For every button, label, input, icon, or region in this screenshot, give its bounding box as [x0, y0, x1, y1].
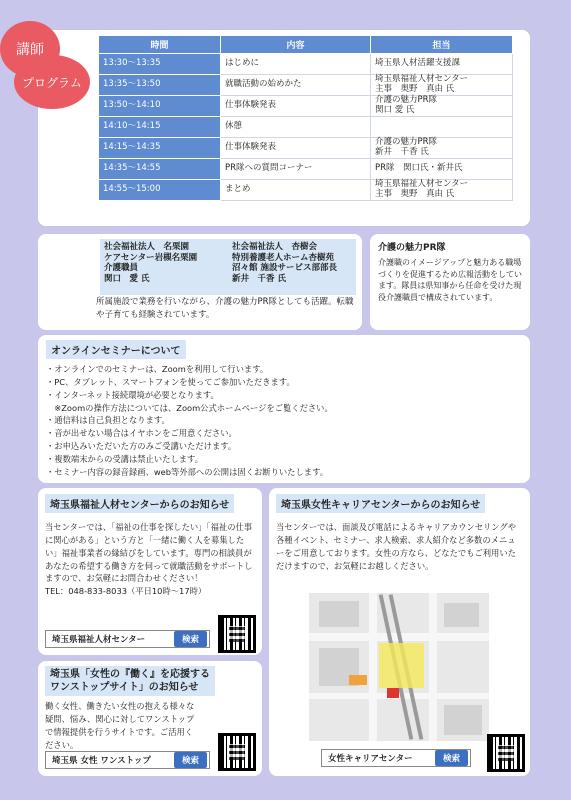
onestop-search[interactable]: [45, 751, 210, 769]
row-time: 13:50～14:10: [99, 96, 221, 117]
online-seminar-list: [46, 363, 522, 479]
schedule-header-row: [99, 36, 513, 54]
row-content: 就職活動の始めかた: [221, 75, 371, 96]
onestop-site-notice: [38, 661, 262, 776]
pr-team-title: 介護の魅力PR隊: [378, 243, 446, 253]
row-time: 14:35～14:55: [99, 159, 221, 180]
list-item: ・PC、タブレット、スマートフォンを使ってご参加いただきます。: [46, 376, 295, 387]
row-time: 14:55～15:00: [99, 180, 221, 201]
list-item: ・通信料は自己負担となります。: [46, 415, 170, 426]
row-time: 13:30～13:35: [99, 54, 221, 75]
row-owner: 介護の魅力PR隊 関口 愛 氏: [371, 96, 513, 117]
row-content: 休憩: [221, 117, 371, 138]
program-badge: プログラム: [14, 55, 90, 109]
online-seminar-title: オンラインセミナーについて: [46, 340, 186, 359]
career-center-notice: [269, 488, 530, 776]
welfare-center-body: 当センターでは、「福祉の仕事を探したい」「福祉の仕事に関心がある」という方と「一緒に働く人を募集したい」福祉事業者の縁結びをしています。専門の相談員があなたの希望する働き方を伺って就職活動をサポートしますので、お気軽にお問合わせください！: [45, 522, 253, 584]
search-label: 埼玉県福祉人材センター: [52, 635, 146, 645]
lecturer-badge: 講師: [0, 21, 60, 77]
row-owner: 埼玉県福祉人材センター 主事 奥野 真由 氏: [371, 75, 513, 96]
welfare-center-search[interactable]: [45, 630, 210, 648]
list-item: ※Zoomの操作方法については、Zoom公式ホームページをご覧ください。: [46, 402, 333, 413]
schedule-table: [98, 35, 513, 201]
row-owner: 埼玉県人材活躍支援課: [371, 54, 513, 75]
row-owner: 埼玉県福祉人材センター 主事 奥野 真由 氏: [371, 180, 513, 201]
onestop-title-line1: 埼玉県「女性の『働く』を応援する: [50, 669, 210, 680]
row-content: まとめ: [221, 180, 371, 201]
list-item: ・音が出せない場合はイヤホンをご用意ください。: [46, 428, 237, 439]
search-label: 女性キャリアセンター: [328, 754, 413, 764]
table-row: [99, 117, 513, 138]
table-row: [99, 180, 513, 201]
pr-team-section: [370, 234, 530, 330]
row-content: 仕事体験発表: [221, 96, 371, 117]
welfare-center-tel: TEL：048-833-8033（平日10時～17時）: [45, 586, 207, 597]
career-center-body: 当センターでは、面談及び電話によるキャリアカウンセリングや各種イベント、セミナー、求人検索、求人紹介など多数のメニューをご用意しております。女性の方なら、どなたでもご利用いただけますので、お気軽にお越しください。: [276, 522, 517, 571]
qr-code-icon: [218, 615, 256, 653]
access-map: [309, 593, 489, 741]
table-row: [99, 54, 513, 75]
search-label: 埼玉県 女性 ワンストップ: [52, 756, 151, 766]
row-time: 14:10～14:15: [99, 117, 221, 138]
welfare-center-notice: [38, 488, 262, 655]
lecturer-1-info: 社会福祉法人 名栗園 ケアセンター岩槻名栗園 介護職員 関口 愛 氏: [100, 239, 228, 295]
lecturer-2-info: 社会福祉法人 杏樹会 特別養護老人ホーム杏樹苑 沼々館 施設サービス部部長 新井 千香 氏: [228, 239, 356, 295]
career-center-search[interactable]: [321, 749, 471, 767]
row-owner: PR隊 関口氏・新井氏: [371, 159, 513, 180]
header-owner: 担当: [371, 36, 513, 54]
online-seminar-section: [38, 335, 530, 483]
program-section: [38, 30, 530, 226]
list-item: ・インターネット接続環境が必要となります。: [46, 389, 219, 400]
row-content: PR隊への質問コーナー: [221, 159, 371, 180]
pr-team-description: 介護職のイメージアップと魅力ある職場づくりを促進するため広報活動をしています。隊員は県知事から任命を受けた現役介護職員で構成されています。: [378, 258, 522, 302]
welfare-center-title: 埼玉県福祉人材センターからのお知らせ: [45, 494, 234, 513]
list-item: ・複数端末からの受講は禁止いたします。: [46, 454, 203, 465]
row-time: 13:35～13:50: [99, 75, 221, 96]
onestop-title-line2: ワンストップサイト」のお知らせ: [50, 682, 199, 693]
search-button[interactable]: 検索: [174, 752, 207, 768]
row-content: 仕事体験発表: [221, 138, 371, 159]
header-time: 時間: [99, 36, 221, 54]
list-item: ・オンラインでのセミナーは、Zoomを利用して行います。: [46, 364, 269, 374]
list-item: ・セミナー内容の録音録画、web等外部への公開は固くお断りいたします。: [46, 466, 328, 477]
onestop-body: 働く女性、働きたい女性の抱える様々な疑問、悩み、関心に対してワンストップで情報提供を行うサイトです。ご活用ください。: [45, 701, 195, 750]
search-button[interactable]: 検索: [435, 750, 468, 766]
header-content: 内容: [221, 36, 371, 54]
list-item: ・お申込みいただいた方のみご受講いただけます。: [46, 441, 237, 452]
row-owner: [371, 117, 513, 138]
table-row: [99, 96, 513, 117]
career-center-title: 埼玉県女性キャリアセンターからのお知らせ: [276, 494, 485, 513]
qr-code-icon: [487, 734, 525, 772]
row-time: 14:15～14:35: [99, 138, 221, 159]
table-row: [99, 138, 513, 159]
row-owner: 介護の魅力PR隊 新井 千香 氏: [371, 138, 513, 159]
row-content: はじめに: [221, 54, 371, 75]
search-button[interactable]: 検索: [174, 631, 207, 647]
onestop-title: [45, 666, 215, 696]
qr-code-icon: [218, 733, 256, 771]
lecturer-section: [38, 234, 362, 330]
lecturer-description: 所属施設で業務を行いながら、介護の魅力PR隊としても活躍。転職や子育ても経験されています。: [96, 297, 354, 320]
table-row: [99, 75, 513, 96]
table-row: [99, 159, 513, 180]
